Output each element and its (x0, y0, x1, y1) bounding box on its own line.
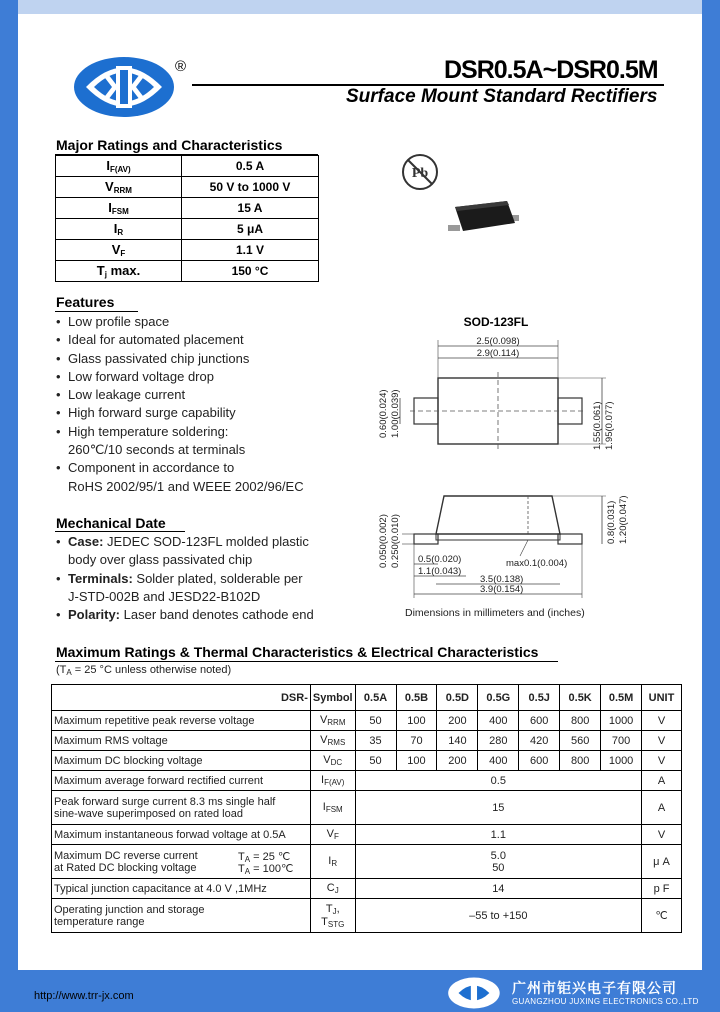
left-border (0, 0, 18, 1012)
dim-label: 1.95(0.077) (604, 401, 615, 450)
major-ratings-table (55, 155, 319, 282)
pb-label: Pb (411, 166, 429, 181)
rating-symbol: $I_{F(AV)}$ (56, 156, 182, 177)
rating-value: 5 μA (182, 219, 319, 240)
website-url[interactable]: http://www.trr-jx.com (34, 990, 134, 1002)
value-cell: 400 (478, 711, 519, 731)
mechanical-list (56, 533, 314, 624)
value-cell: 600 (519, 751, 560, 771)
dim-label: 3.9(0.154) (480, 584, 524, 595)
value-cell: 1000 (601, 751, 642, 771)
top-border (0, 0, 720, 14)
mechanical-item: body over glass passivated chip (68, 552, 253, 568)
pb-free-icon (400, 152, 440, 192)
feature-item: • Component in accordance to (56, 459, 304, 477)
dim-label: 0.5(0.020) (418, 554, 462, 565)
table-row (52, 771, 682, 791)
unit-cell: V (642, 711, 682, 731)
table-row (52, 751, 682, 771)
unit-cell: ℃ (642, 899, 682, 933)
unit-cell: V (642, 731, 682, 751)
value-cell: 700 (601, 731, 642, 751)
rating-row (56, 198, 319, 219)
param-cell: Maximum DC reverse current $T_A = 25$ ℃ at Rated DC blocking voltage $T_A$ = 100℃ (52, 845, 311, 879)
dim-label: 0.8(0.031) (606, 500, 617, 544)
company-logo (72, 54, 187, 120)
param-cell: Maximum instantaneous forwad voltage at 0.5A (52, 825, 311, 845)
rating-symbol: $V_{RRM}$ (56, 177, 182, 198)
unit-cell: p F (642, 879, 682, 899)
column-header: 0.5D (437, 685, 478, 711)
unit-cell: V (642, 751, 682, 771)
value-cell: 50 (355, 711, 396, 731)
page-title: DSR0.5A~DSR0.5M (444, 56, 658, 84)
table-header-row (52, 685, 682, 711)
feature-item: RoHS 2002/95/1 and WEEE 2002/96/EC (68, 478, 304, 494)
package-outline-drawing (370, 312, 629, 622)
symbol-cell: $V_F$ (310, 825, 355, 845)
rating-value: 150 °C (182, 261, 319, 282)
electrical-heading: Maximum Ratings & Thermal Characteristics & Electrical Characteristics (56, 644, 539, 660)
value-cell: 420 (519, 731, 560, 751)
symbol-cell: $I_{F(AV)}$ (310, 771, 355, 791)
dim-label: 1.1(0.043) (418, 566, 462, 577)
symbol-cell: $I_{FSM}$ (310, 791, 355, 825)
value-cell: 560 (560, 731, 601, 751)
rating-symbol: $I_R$ (56, 219, 182, 240)
mechanical-heading: Mechanical Date (56, 515, 166, 531)
value-cell: 200 (437, 711, 478, 731)
dim-label: 0.60(0.024) (378, 389, 389, 438)
value-cell: 14 (355, 879, 641, 899)
feature-item: • High temperature soldering: (56, 423, 304, 441)
dim-label: 3.5(0.138) (480, 574, 524, 585)
rating-symbol: $T_j$ max. (56, 261, 182, 282)
table-row (52, 879, 682, 899)
value-cell: 800 (560, 751, 601, 771)
dim-label: 1.20(0.047) (618, 495, 629, 544)
page-subtitle: Surface Mount Standard Rectifiers (346, 86, 658, 107)
value-cell: 280 (478, 731, 519, 751)
unit-cell: V (642, 825, 682, 845)
table-row (52, 731, 682, 751)
value-cell: 35 (355, 731, 396, 751)
package-photo (445, 195, 525, 245)
section-rule (55, 311, 138, 312)
mechanical-item: • Case: JEDEC SOD-123FL molded plastic (56, 533, 314, 551)
symbol-cell: $I_R$ (310, 845, 355, 879)
dim-label: 2.9(0.114) (476, 348, 520, 359)
value-cell: 800 (560, 711, 601, 731)
dim-label: max0.1(0.004) (506, 558, 568, 569)
dimensions-caption: Dimensions in millimeters and (inches) (405, 607, 585, 619)
value-cell: 1000 (601, 711, 642, 731)
value-cell: 600 (519, 711, 560, 731)
feature-item: • Ideal for automated placement (56, 331, 304, 349)
rating-symbol: $V_F$ (56, 240, 182, 261)
column-header: 0.5A (355, 685, 396, 711)
package-name: SOD-123FL (463, 315, 529, 329)
symbol-cell: $V_{RRM}$ (310, 711, 355, 731)
feature-item: • Low leakage current (56, 386, 304, 404)
section-rule (55, 661, 558, 662)
column-header: 0.5G (478, 685, 519, 711)
features-list (56, 313, 304, 496)
unit-cell: A (642, 791, 682, 825)
symbol-cell: $C_J$ (310, 879, 355, 899)
value-cell: 5.0 50 (355, 845, 641, 879)
rating-row (56, 156, 319, 177)
registered-mark: ® (175, 58, 187, 75)
column-header: UNIT (642, 685, 682, 711)
major-ratings-heading: Major Ratings and Characteristics (56, 137, 283, 153)
rating-value: 50 V to 1000 V (182, 177, 319, 198)
rating-value: 0.5 A (182, 156, 319, 177)
feature-item: • Glass passivated chip junctions (56, 350, 304, 368)
column-header: DSR- (52, 685, 311, 711)
unit-cell: A (642, 771, 682, 791)
value-cell: 50 (355, 751, 396, 771)
symbol-cell: $T_J$, $T_{STG}$ (310, 899, 355, 933)
mechanical-item: • Terminals: Solder plated, solderable per (56, 570, 314, 588)
value-cell: 400 (478, 751, 519, 771)
company-name-cn: 广州市钜兴电子有限公司 (512, 980, 677, 996)
param-cell: Typical junction capacitance at 4.0 V ,1MHz (52, 879, 311, 899)
dim-label: 0.050(0.002) (378, 514, 389, 568)
table-row (52, 791, 682, 825)
symbol-cell: $V_{RMS}$ (310, 731, 355, 751)
feature-item: • High forward surge capability (56, 404, 304, 422)
rating-value: 1.1 V (182, 240, 319, 261)
value-cell: 0.5 (355, 771, 641, 791)
feature-item: • Low profile space (56, 313, 304, 331)
value-cell: 70 (396, 731, 437, 751)
symbol-cell: $V_{DC}$ (310, 751, 355, 771)
dim-label: 0.250(0.010) (390, 514, 401, 568)
mechanical-item: • Polarity: Laser band denotes cathode end (56, 606, 314, 624)
column-header: Symbol (310, 685, 355, 711)
right-border (702, 0, 720, 1012)
rating-value: 15 A (182, 198, 319, 219)
rating-row (56, 261, 319, 282)
column-header: 0.5M (601, 685, 642, 711)
value-cell: 100 (396, 751, 437, 771)
param-cell: Peak forward surge current 8.3 ms single half sine-wave superimposed on rated load (52, 791, 311, 825)
electrical-table (51, 684, 682, 933)
param-cell: Maximum repetitive peak reverse voltage (52, 711, 311, 731)
dim-label: 2.5(0.098) (476, 336, 520, 347)
param-cell: Operating junction and storage temperature range (52, 899, 311, 933)
rating-symbol: $I_{FSM}$ (56, 198, 182, 219)
value-cell: 100 (396, 711, 437, 731)
feature-item: • Low forward voltage drop (56, 368, 304, 386)
feature-item: 260℃/10 seconds at terminals (68, 442, 246, 458)
param-cell: Maximum RMS voltage (52, 731, 311, 751)
table-row (52, 711, 682, 731)
features-heading: Features (56, 294, 115, 310)
rating-row (56, 219, 319, 240)
value-cell: 15 (355, 791, 641, 825)
param-cell: Maximum DC blocking voltage (52, 751, 311, 771)
rating-row (56, 240, 319, 261)
unit-cell: μ A (642, 845, 682, 879)
value-cell: –55 to +150 (355, 899, 641, 933)
table-row (52, 899, 682, 933)
dim-label: 1.00(0.039) (390, 389, 401, 438)
table-row (52, 825, 682, 845)
table-row (52, 845, 682, 879)
value-cell: 1.1 (355, 825, 641, 845)
dim-label: 1.55(0.061) (592, 401, 603, 450)
mechanical-item: J-STD-002B and JESD22-B102D (68, 588, 261, 604)
column-header: 0.5B (396, 685, 437, 711)
column-header: 0.5J (519, 685, 560, 711)
conditions-note: ($T_A = 25$ °C unless otherwise noted) (56, 664, 232, 677)
param-cell: Maximum average forward rectified current (52, 771, 311, 791)
value-cell: 140 (437, 731, 478, 751)
rating-row (56, 177, 319, 198)
column-header: 0.5K (560, 685, 601, 711)
company-name-en: GUANGZHOU JUXING ELECTRONICS CO.,LTD (512, 997, 699, 1006)
value-cell: 200 (437, 751, 478, 771)
section-rule (55, 531, 185, 532)
footer-logo (446, 976, 506, 1010)
